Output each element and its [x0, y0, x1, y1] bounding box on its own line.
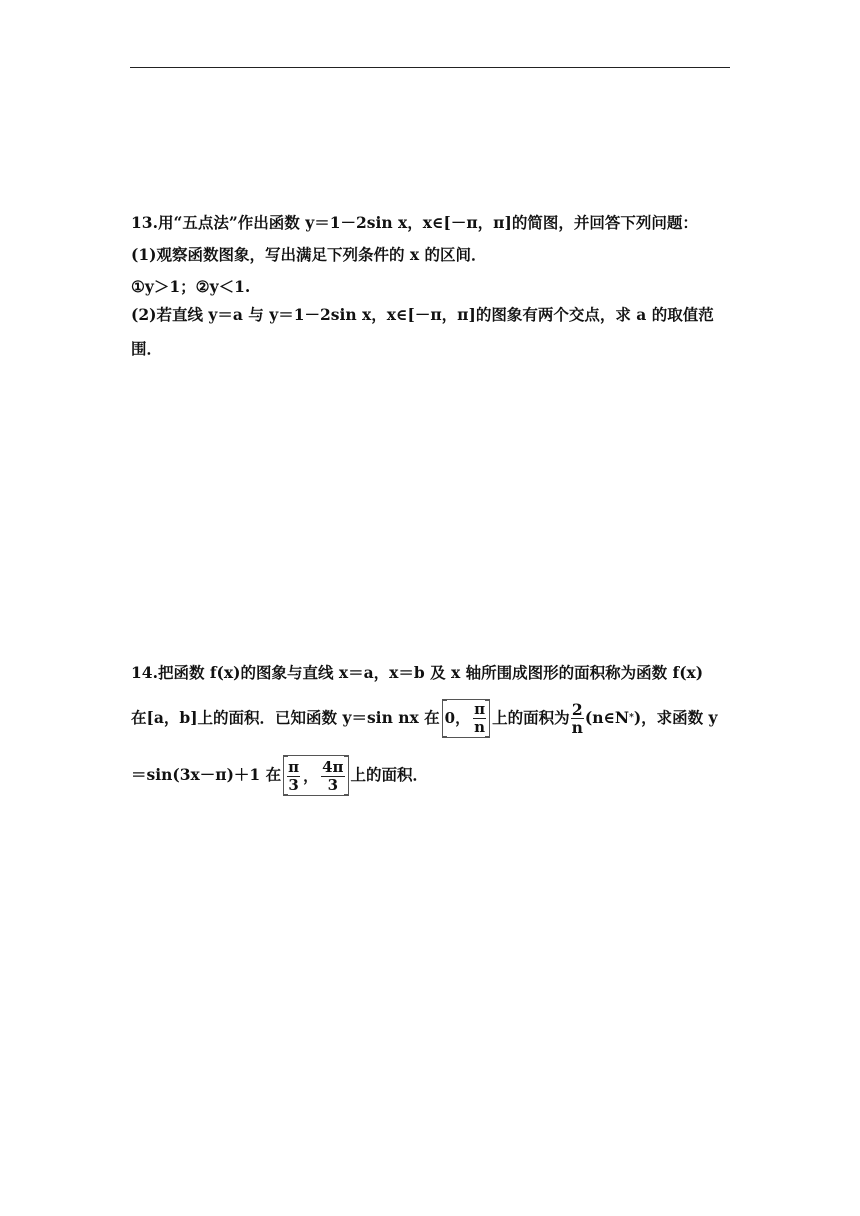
q13-line-4: (2)若直线 y＝a 与 y＝1－2sin x，x∈[－π，π]的图象有两个交点，求 a 的取值范 — [131, 305, 714, 324]
fraction-denominator: n — [571, 717, 583, 737]
fraction-pi-over-n — [473, 701, 486, 736]
interval-separator: ， — [303, 767, 319, 785]
interval-pi3-4pi3 — [283, 755, 348, 796]
q13-line-5: 围． — [131, 339, 163, 358]
q13-line-2: (1)观察函数图象，写出满足下列条件的 x 的区间． — [131, 245, 487, 264]
fraction-numerator: π — [288, 757, 300, 776]
fraction-4pi-over-3 — [321, 759, 344, 794]
q14-line-1: 14.把函数 f(x)的图象与直线 x＝a，x＝b 及 x 轴所围成图形的面积称为函数 f(x) — [131, 663, 704, 682]
fraction-denominator: n — [474, 717, 486, 736]
q14-line-3-text-b: 上的面积． — [350, 765, 429, 784]
q14-line-3-text-a: ＝sin(3x－π)＋1 在 — [131, 765, 282, 784]
q13-line-3: ①y＞1；②y＜1. — [131, 277, 251, 296]
fraction-2-over-n — [571, 701, 584, 736]
interval-left-bound: 0， — [444, 709, 471, 727]
fraction-numerator: 2 — [571, 699, 583, 719]
fraction-denominator: 3 — [288, 775, 299, 794]
interval-0-pi-over-n — [442, 699, 490, 738]
fraction-numerator: 4π — [322, 757, 344, 776]
q14-line-2-text-a: 在[a，b]上的面积．已知函数 y＝sin nx 在 — [131, 708, 440, 727]
q14-line-2-text-b: 上的面积为 — [492, 708, 570, 727]
fraction-numerator: π — [474, 699, 486, 718]
q13-line-1: 13.用“五点法”作出函数 y＝1－2sin x，x∈[－π，π]的简图，并回答下列问题： — [131, 213, 698, 232]
superscript-star: * — [629, 713, 634, 723]
q14-line-2 — [131, 694, 718, 742]
q14-line-2-text-c: (n∈N — [584, 708, 630, 727]
header-rule — [130, 67, 730, 68]
fraction-denominator: 3 — [327, 775, 339, 794]
fraction-pi-over-3 — [287, 759, 300, 794]
q14-line-3 — [131, 752, 428, 798]
q14-line-2-text-d: )，求函数 y — [633, 708, 718, 727]
